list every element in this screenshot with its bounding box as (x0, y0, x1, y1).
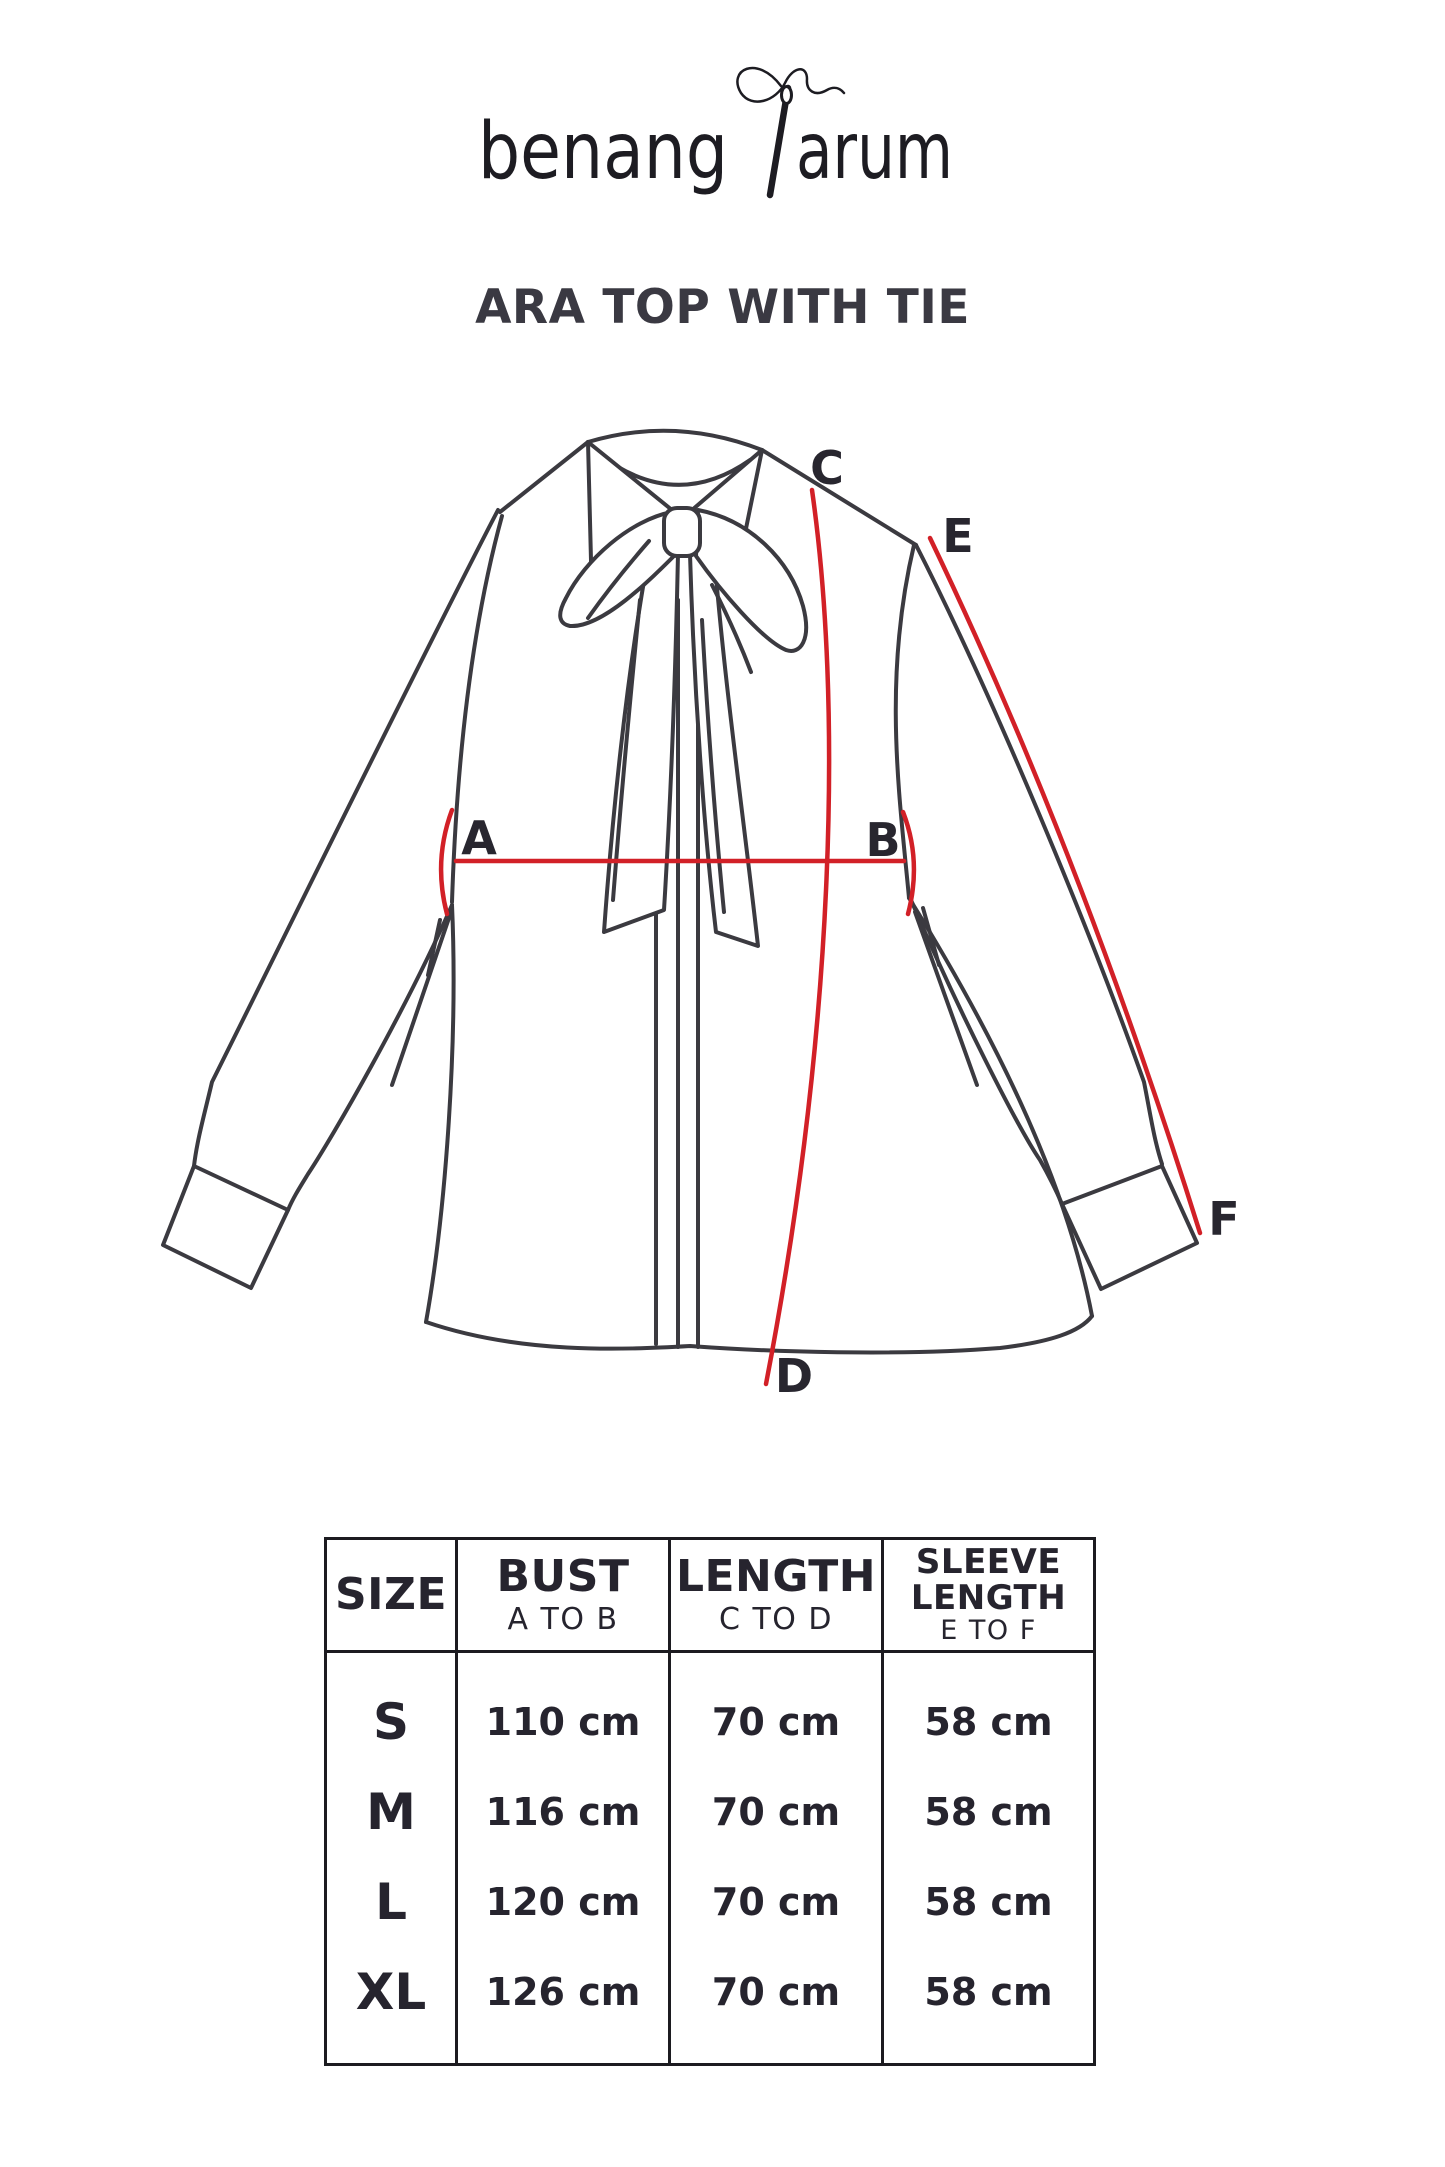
header-bust-label: BUST (496, 1551, 630, 1603)
length-value: 70 cm (711, 1880, 841, 1924)
header-sleeve-length (884, 1540, 1093, 1650)
header-size-label: SIZE (334, 1568, 448, 1620)
sleeve-line-e-f (930, 538, 1200, 1233)
column-bust-values (458, 1653, 671, 2063)
brand-wordmark-left: benang (478, 107, 728, 197)
length-value: 70 cm (711, 1970, 841, 2014)
header-sleeve-length-label: SLEEVE LENGTH (910, 1542, 1067, 1619)
column-sleeve-length-values (884, 1653, 1093, 2063)
size-table-header (327, 1540, 1093, 1653)
bust-value: 126 cm (485, 1970, 641, 2014)
sleeve-length-value: 58 cm (924, 1970, 1053, 2014)
bust-value: 110 cm (485, 1700, 641, 1744)
label-a: A (461, 811, 497, 865)
sleeve-length-value: 58 cm (924, 1880, 1053, 1924)
garment-drawing (163, 431, 1197, 1353)
header-length-label: LENGTH (675, 1551, 877, 1603)
length-value: 70 cm (711, 1700, 841, 1744)
sleeve-length-value: 58 cm (924, 1790, 1053, 1834)
header-bust (458, 1540, 671, 1650)
label-f: F (1208, 1192, 1240, 1246)
bust-value: 116 cm (485, 1790, 641, 1834)
size-table-body (327, 1653, 1093, 2063)
brand-wordmark-right: arum (796, 107, 953, 197)
bust-value: 120 cm (485, 1880, 641, 1924)
size-value: L (375, 1873, 407, 1931)
label-e: E (942, 509, 974, 563)
measurement-lines (441, 490, 1200, 1384)
header-size (327, 1540, 458, 1650)
page-title: ARA TOP WITH TIE (475, 280, 970, 335)
label-c: C (810, 441, 844, 495)
size-value: XL (355, 1963, 427, 2021)
size-value: M (366, 1783, 416, 1841)
header-bust-sublabel: A TO B (507, 1601, 619, 1637)
header-length (671, 1540, 884, 1650)
size-value: S (372, 1693, 409, 1751)
label-d: D (774, 1349, 814, 1403)
length-value: 70 cm (711, 1790, 841, 1834)
header-sleeve-length-sublabel: E TO F (940, 1615, 1037, 1647)
header-length-sublabel: C TO D (718, 1601, 834, 1637)
sleeve-length-value: 58 cm (924, 1700, 1053, 1744)
column-size-values (327, 1653, 458, 2063)
column-length-values (671, 1653, 884, 2063)
label-b: B (865, 813, 901, 867)
size-table (324, 1537, 1096, 2066)
